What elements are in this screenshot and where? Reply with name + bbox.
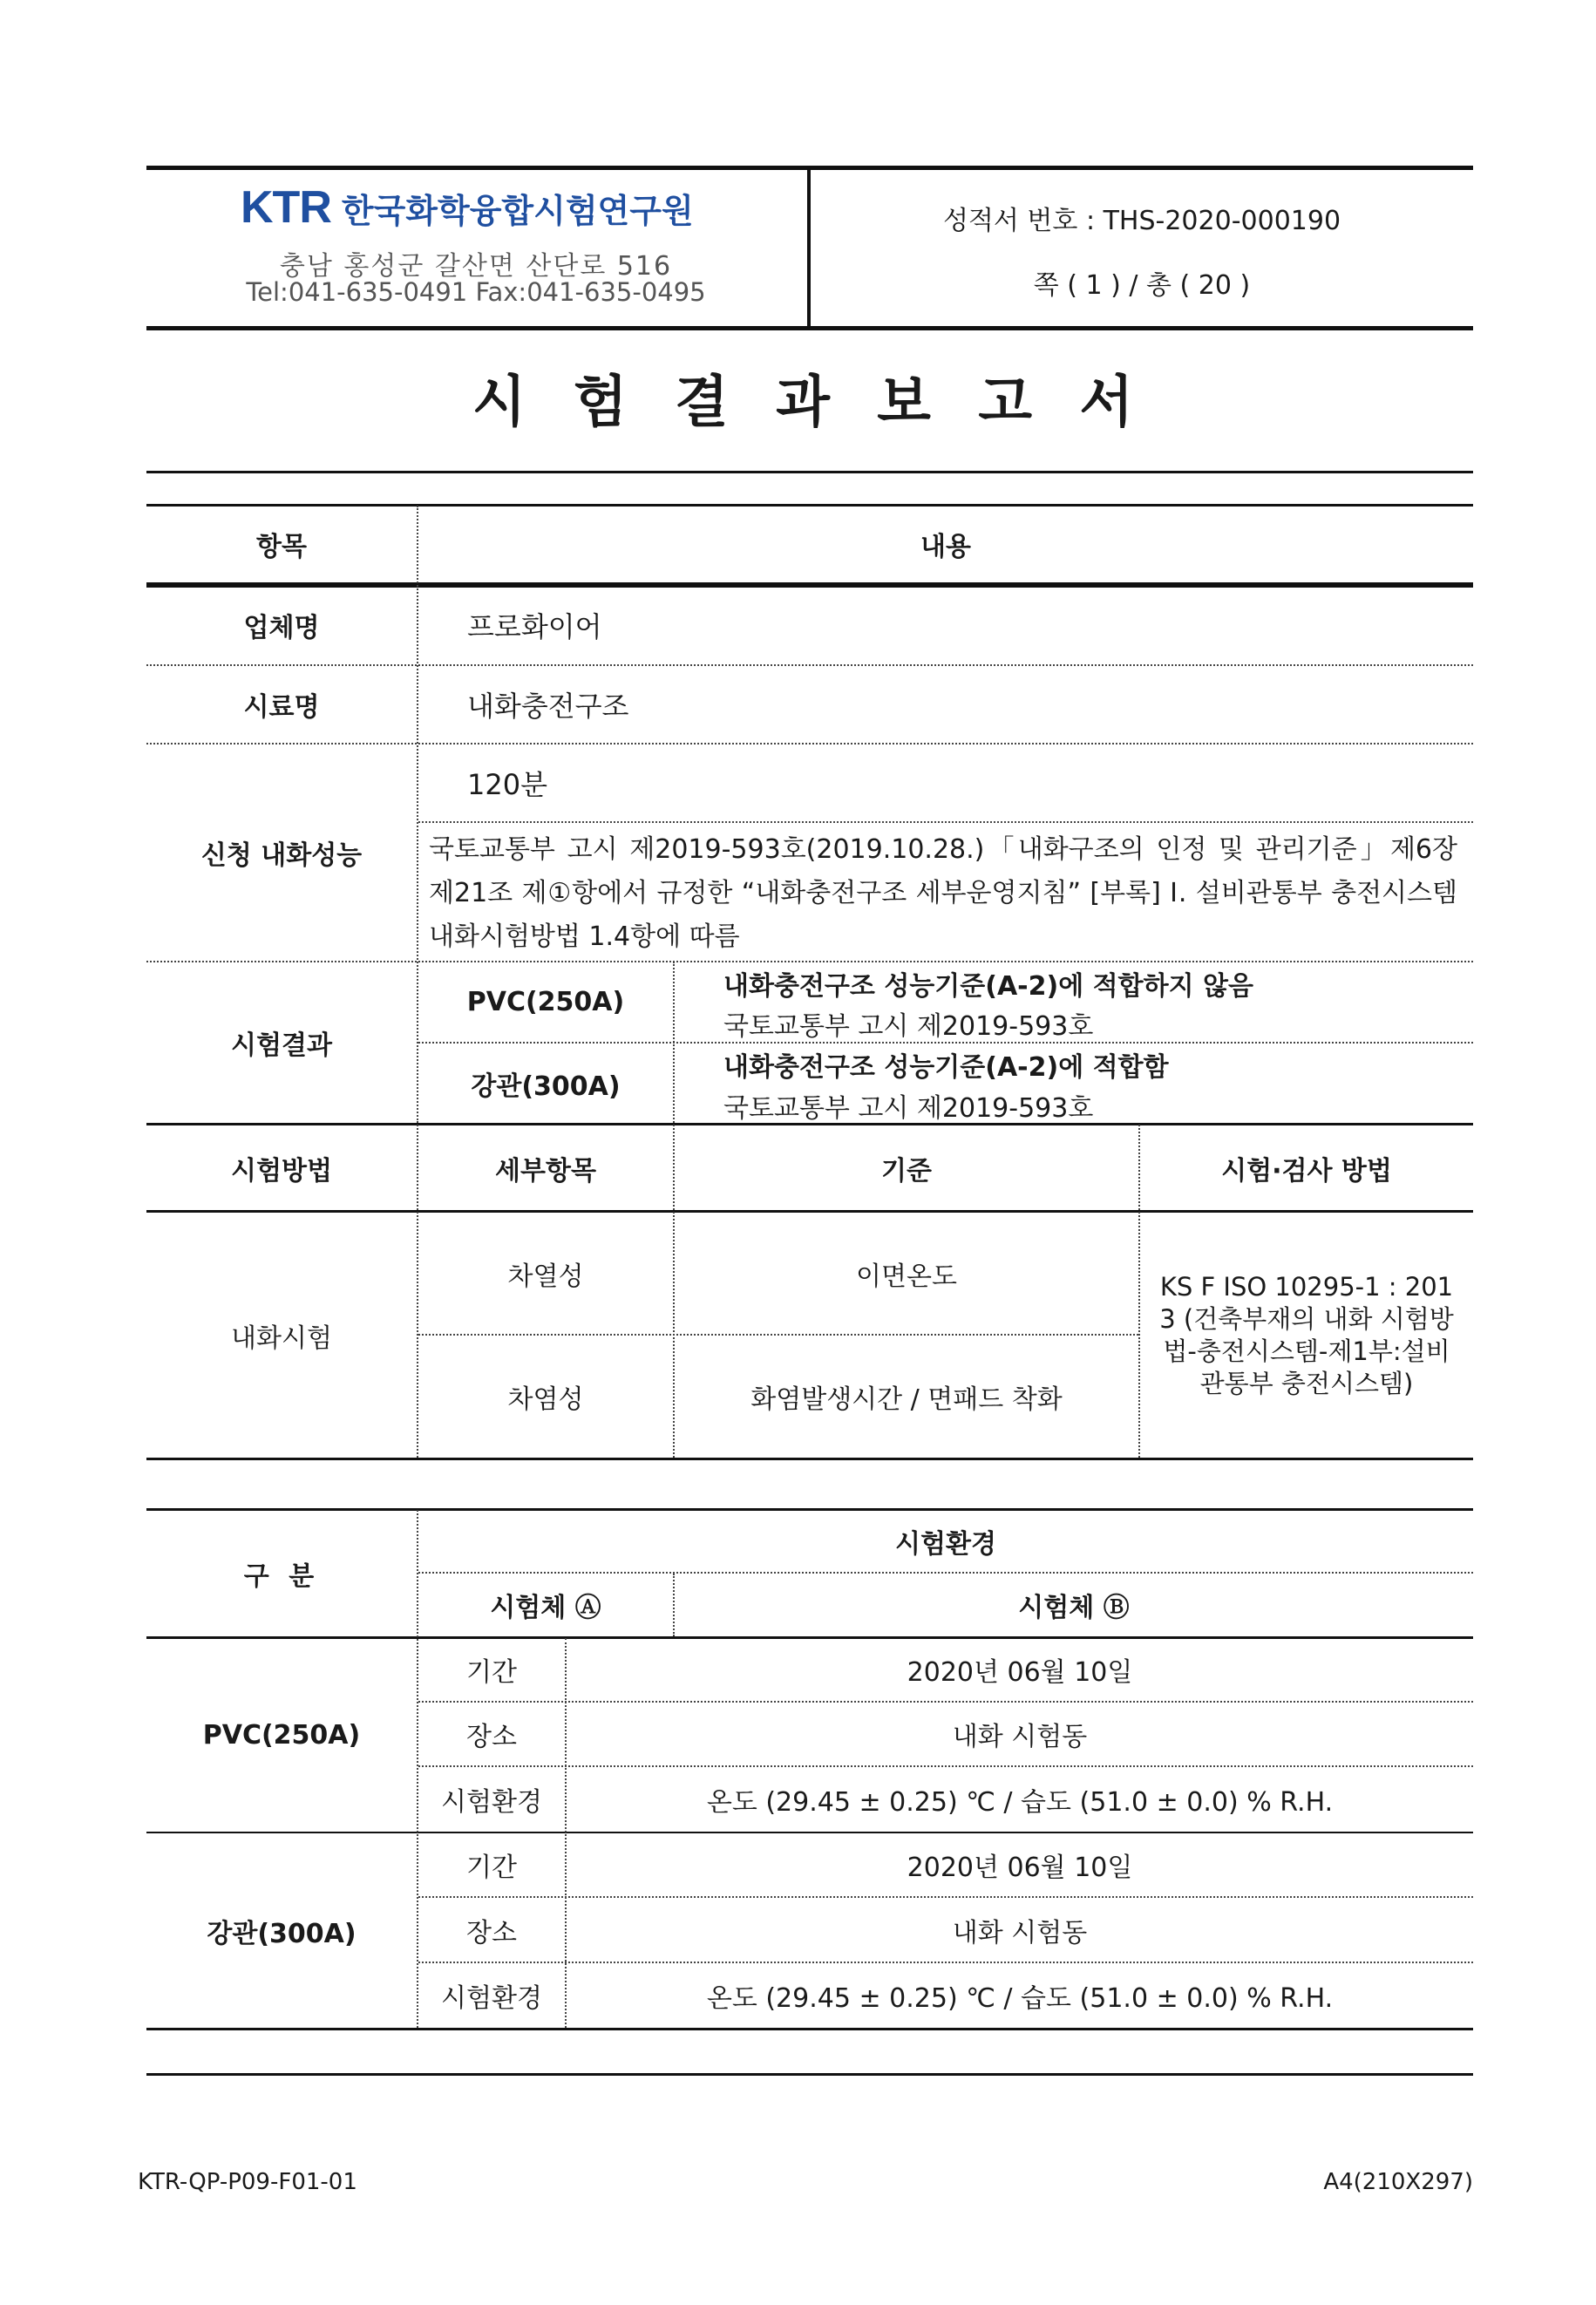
result-basis: 국토교통부 고시 제2019-593호 [723, 1011, 1094, 1042]
t1-row-rule [418, 821, 1473, 823]
result-sample: PVC(250A) [466, 987, 625, 1017]
t1-col-divider [673, 962, 675, 1123]
t2-head-inspection: 시험·검사 방법 [1221, 1156, 1392, 1186]
detail-item: 차열성 [507, 1261, 584, 1292]
t3-head-specimen-b: 시험체 Ⓑ [1018, 1593, 1130, 1623]
result-verdict: 내화충전구조 성능기준(A-2)에 적합함 [723, 1052, 1169, 1083]
env-row-value: 2020년 06월 10일 [907, 1853, 1133, 1883]
result-label: 시험결과 [231, 1030, 332, 1061]
form-code: KTR-QP-P09-F01-01 [138, 2169, 357, 2195]
org-logo [241, 181, 694, 234]
t2-head-criteria: 기준 [881, 1156, 932, 1186]
org-address: 충남 홍성군 갈산면 산단로 516 [279, 251, 673, 282]
t1-head-content: 내용 [920, 532, 971, 562]
title-underline [146, 471, 1473, 473]
env-group-name: 강관(300A) [207, 1918, 357, 1949]
detail-item: 차염성 [507, 1384, 584, 1415]
performance-value: 120분 [467, 768, 547, 801]
company-label: 업체명 [243, 613, 320, 643]
t3-head-specimen-a: 시험체 Ⓐ [490, 1593, 601, 1623]
env-row-label: 장소 [466, 1722, 517, 1752]
criteria-item: 이면온도 [856, 1261, 957, 1292]
report-no-label: 성적서 번호 [942, 206, 1078, 236]
t3-bottom-rule [146, 2028, 1473, 2030]
page-info: 쪽 ( 1 ) / 총 ( 20 ) [1033, 270, 1251, 301]
criteria-item: 화염발생시간 / 면패드 착화 [750, 1384, 1063, 1415]
page-title: 시 험 결 과 보 고 서 [472, 371, 1148, 435]
t2-head-method: 시험방법 [231, 1156, 332, 1186]
t2-head-rule [146, 1210, 1473, 1213]
sample-label: 시료명 [243, 692, 320, 723]
env-row-label: 장소 [466, 1917, 517, 1948]
t2-head-detail: 세부항목 [495, 1156, 596, 1186]
report-no-value: THS-2020-000190 [1103, 206, 1341, 236]
closing-rule [146, 2073, 1473, 2076]
report-number: 성적서 번호 : THS-2020-000190 [942, 206, 1341, 236]
performance-note: 국토교통부 고시 제2019-593호(2019.10.28.)「내화구조의 인정 및 관리기준」제6장 제21조 제①항에서 규정한 “내화충전구조 세부운영지침” [부록] Ⅰ. 설비관통부 충전시스템 내화시험방법 1.4항에 따름 [429, 834, 1457, 952]
header-bottom-rule [146, 326, 1473, 330]
env-group-name: PVC(250A) [202, 1719, 361, 1751]
env-row-label: 시험환경 [441, 1787, 542, 1818]
t3-head-division: 구 분 [243, 1560, 320, 1592]
env-row-value: 온도 (29.45 ± 0.25) ℃ / 습도 (51.0 ± 0.0) % R.H. [706, 1787, 1334, 1818]
result-sample: 강관(300A) [471, 1071, 621, 1102]
result-basis: 국토교통부 고시 제2019-593호 [723, 1093, 1094, 1124]
paper-size: A4(210X297) [1323, 2169, 1473, 2195]
env-row-value: 온도 (29.45 ± 0.25) ℃ / 습도 (51.0 ± 0.0) % R.H. [706, 1983, 1334, 2014]
org-contact: Tel:041-635-0491 Fax:041-635-0495 [246, 277, 706, 307]
env-row-value: 내화 시험동 [952, 1917, 1088, 1948]
inspection-method [1140, 1214, 1473, 1458]
sample-value: 내화충전구조 [467, 690, 629, 723]
env-row-value: 내화 시험동 [952, 1722, 1088, 1752]
env-row-value: 2020년 06월 10일 [907, 1657, 1133, 1688]
inspection-method-text: KS F ISO 10295-1 : 2013 (건축부재의 내화 시험방법-충전시스템-제1부:설비 관통부 충전시스템) [1159, 1272, 1454, 1398]
t3-head-env: 시험환경 [895, 1528, 996, 1560]
header-divider [807, 167, 811, 326]
org-name: 한국화학융합시험연구원 [341, 191, 694, 230]
env-row-label: 기간 [466, 1657, 517, 1688]
t2-top-rule [146, 1123, 1473, 1125]
result-verdict: 내화충전구조 성능기준(A-2)에 적합하지 않음 [723, 971, 1253, 1002]
ktr-logo-text: KTR [241, 182, 331, 233]
env-row-label: 기간 [466, 1853, 517, 1883]
t1-head-item: 항목 [256, 532, 307, 562]
t2-bottom-rule [146, 1458, 1473, 1460]
company-value: 프로화이어 [467, 610, 602, 643]
env-row-label: 시험환경 [441, 1983, 542, 2014]
method-name: 내화시험 [231, 1323, 332, 1354]
performance-label: 신청 내화성능 [200, 840, 363, 871]
